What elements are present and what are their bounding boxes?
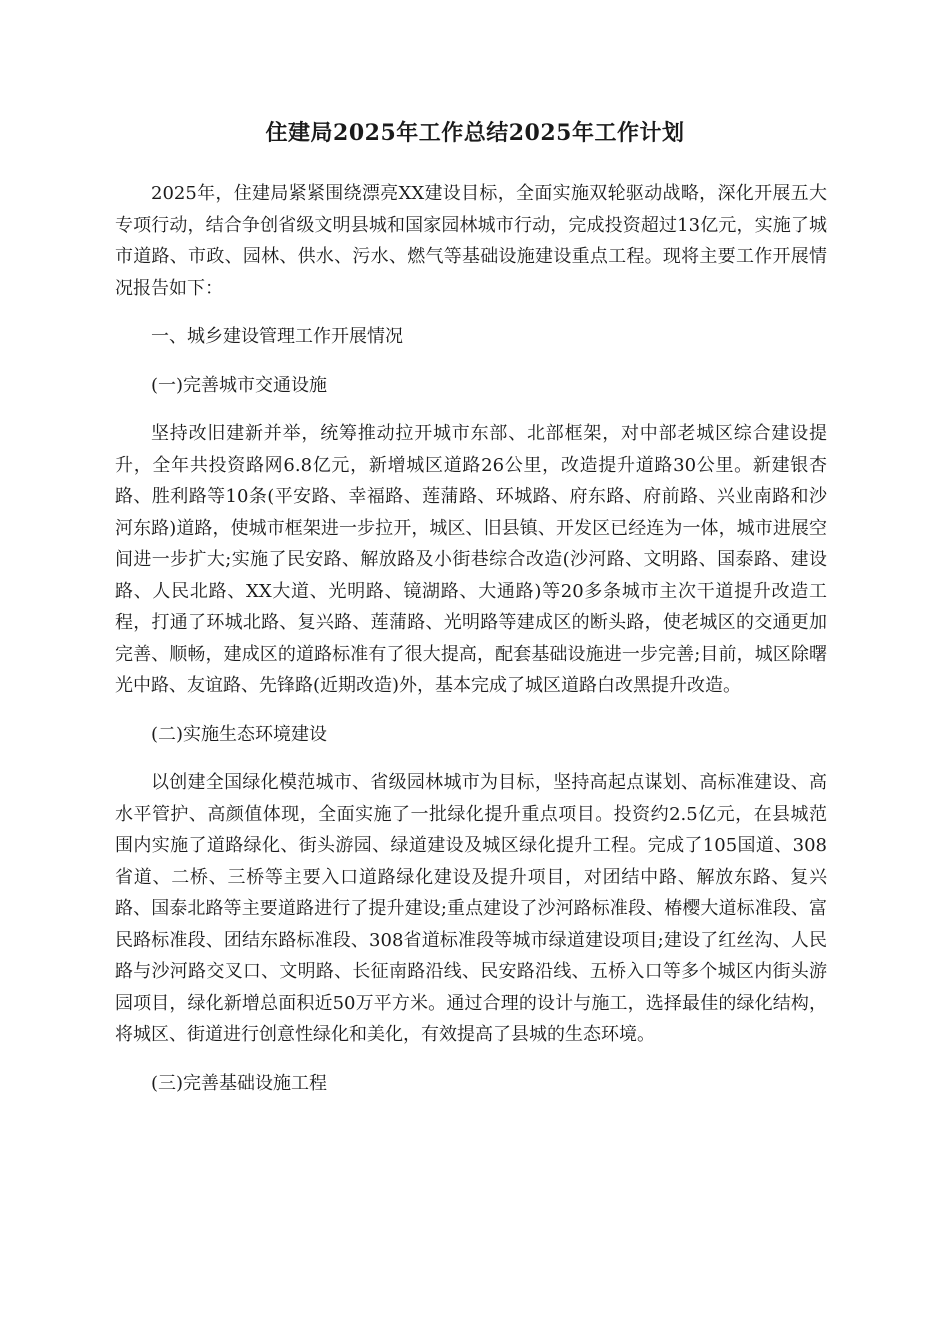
subsection-heading-2: (二)实施生态环境建设 bbox=[151, 723, 328, 745]
document-title: 住建局2025年工作总结2025年工作计划 bbox=[265, 120, 685, 146]
document-body bbox=[115, 178, 827, 1116]
ecology-paragraph: 以创建全国绿化模范城市、省级园林城市为目标，坚持高起点谋划、高标准建设、高水平管护、高颜值体现，全面实施了一批绿化提升重点项目。投资约2.5亿元，在县城范围内实施了道路绿化、街头游园、绿道建设及城区绿化提升工程。完成了105国道、308省道、二桥、三桥等主要入口道路绿化建设及提升项目，对团结中路、解放东路、复兴路、国泰北路等主要道路进行了提升建设;重点建设了沙河路标准段、椿樱大道标准段、富民路标准段、团结东路标准段、308省道标准段等城市绿道建设项目;建设了红丝沟、人民路与沙河路交叉口、文明路、长征南路沿线、民安路沿线、五桥入口等多个城区内街头游园项目，绿化新增总面积近50万平方米。通过合理的设计与施工，选择最佳的绿化结构，将城区、街道进行创意性绿化和美化，有效提高了县城的生态环境。 bbox=[115, 772, 827, 1045]
subsection-heading-3: (三)完善基础设施工程 bbox=[151, 1072, 328, 1094]
subsection-heading-1: (一)完善城市交通设施 bbox=[151, 374, 328, 396]
section-heading-1: 一、城乡建设管理工作开展情况 bbox=[151, 326, 403, 347]
transport-paragraph: 坚持改旧建新并举，统筹推动拉开城市东部、北部框架，对中部老城区综合建设提升，全年共投资路网6.8亿元，新增城区道路26公里，改造提升道路30公里。新建银杏路、胜利路等10条(平安路、幸福路、莲蒲路、环城路、府东路、府前路、兴业南路和沙河东路)道路，使城市框架进一步拉开，城区、旧县镇、开发区已经连为一体，城市进展空间进一步扩大;实施了民安路、解放路及小街巷综合改造(沙河路、文明路、国泰路、建设路、人民北路、XX大道、光明路、镜湖路、大通路)等20多条城市主次干道提升改造工程，打通了环城北路、复兴路、莲蒲路、光明路等建成区的断头路，使老城区的交通更加完善、顺畅，建成区的道路标准有了很大提高，配套基础设施进一步完善;目前，城区除曙光中路、友谊路、先锋路(近期改造)外，基本完成了城区道路白改黑提升改造。 bbox=[115, 423, 827, 696]
intro-paragraph: 2025年，住建局紧紧围绕漂亮XX建设目标，全面实施双轮驱动战略，深化开展五大专项行动，结合争创省级文明县城和国家园林城市行动，完成投资超过13亿元，实施了城市道路、市政、园林、供水、污水、燃气等基础设施建设重点工程。现将主要工作开展情况报告如下： bbox=[115, 183, 827, 299]
